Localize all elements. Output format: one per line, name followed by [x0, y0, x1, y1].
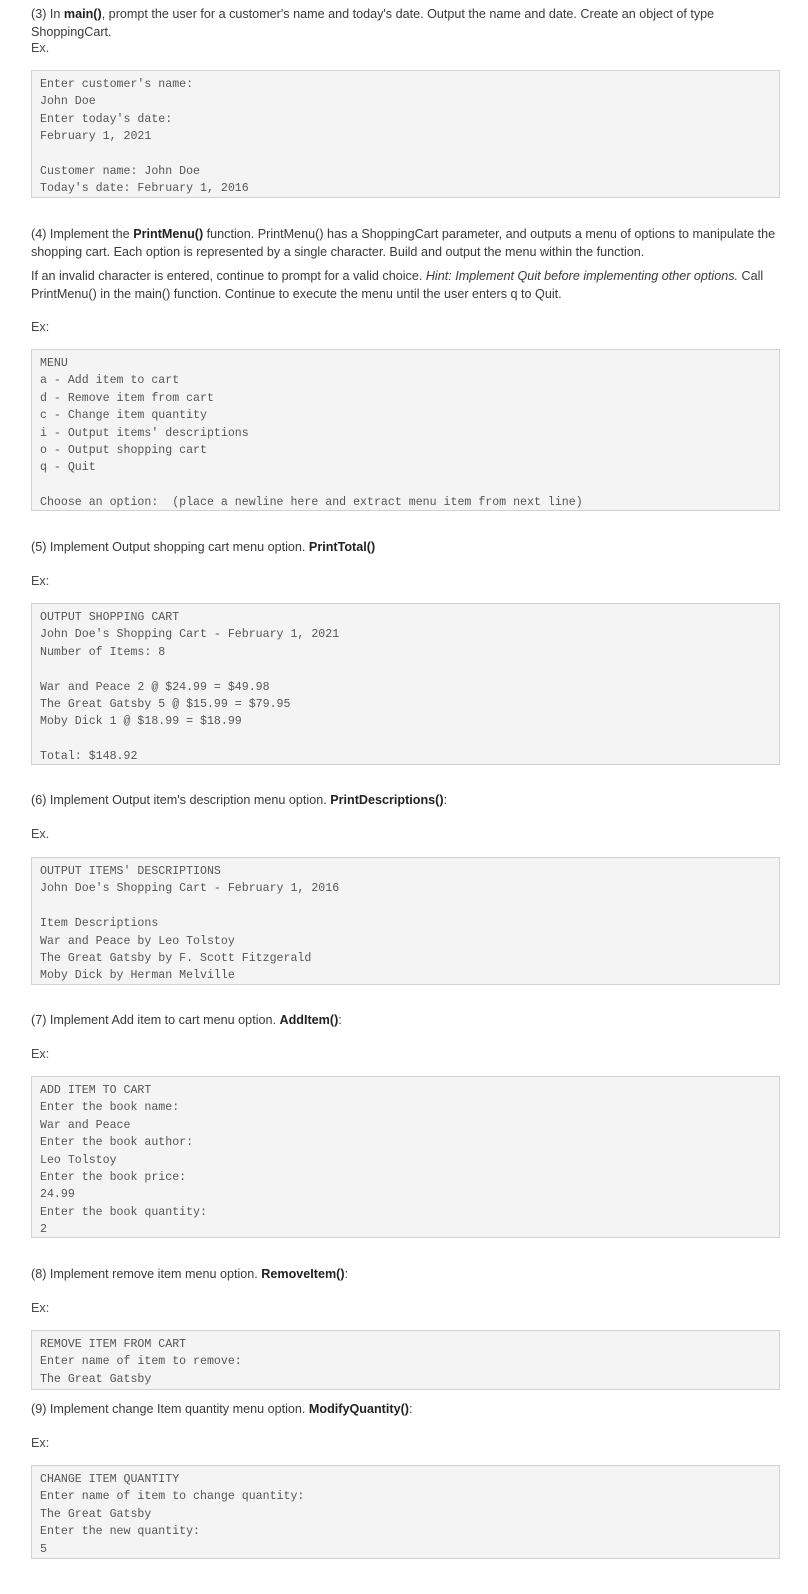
- code-line: REMOVE ITEM FROM CART: [40, 1338, 187, 1351]
- step3-prefix: (3) In: [31, 7, 64, 21]
- step6-suffix: :: [443, 793, 448, 807]
- step9-code-block: [31, 1465, 780, 1559]
- code-line: The Great Gatsby 5 @ $15.99 = $79.95: [40, 697, 291, 711]
- code-line: OUTPUT SHOPPING CART: [40, 611, 180, 624]
- step7-ex-label: Ex:: [31, 1047, 50, 1061]
- code-line: Choose an option: (place a newline here and extract menu item from next line): [40, 496, 583, 510]
- code-line: Enter the book author:: [40, 1136, 194, 1150]
- step6-ex-label: Ex.: [31, 827, 50, 841]
- step4-function-name: PrintMenu(): [133, 227, 204, 241]
- step3-function-name: main(): [63, 7, 102, 21]
- code-line: Enter the book price:: [40, 1170, 187, 1184]
- code-line: Moby Dick by Herman Melville: [40, 969, 235, 983]
- code-line: The Great Gatsby: [40, 1372, 152, 1386]
- code-line: a - Add item to cart: [40, 374, 180, 388]
- code-line: War and Peace 2 @ $24.99 = $49.98: [40, 680, 270, 694]
- code-line: John Doe: [40, 95, 96, 109]
- code-line: War and Peace by Leo Tolstoy: [40, 934, 235, 948]
- step9-suffix: :: [408, 1402, 413, 1416]
- step4-ex-label: Ex:: [31, 320, 50, 334]
- step4-para2-text-end: Call PrintMenu() in the main() function. Continue to execute the menu until the user enters q to Quit.: [31, 269, 764, 301]
- code-line: CHANGE ITEM QUANTITY: [40, 1473, 180, 1486]
- step4-suffix: function. PrintMenu() has a ShoppingCart parameter, and outputs a menu of options to manipulate the shopping cart. Each option is represented by a single character. Build and output the menu within the function.: [31, 227, 776, 259]
- step3-ex-label: Ex.: [31, 41, 50, 55]
- step8-prefix: (8) Implement remove item menu option.: [31, 1267, 262, 1281]
- step8-ex-label: Ex:: [31, 1301, 50, 1315]
- code-line: o - Output shopping cart: [40, 443, 207, 457]
- step4-prefix: (4) Implement the: [31, 227, 134, 241]
- code-line: Enter the new quantity:: [40, 1525, 201, 1539]
- code-line: d - Remove item from cart: [40, 391, 214, 405]
- code-line: Enter name of item to change quantity:: [40, 1490, 305, 1504]
- step8-paragraph: [31, 1266, 348, 1284]
- code-line: Leo Tolstoy: [40, 1153, 117, 1167]
- step9-ex-label: Ex:: [31, 1436, 50, 1450]
- step8-function-name: RemoveItem(): [261, 1267, 345, 1281]
- code-line: Moby Dick 1 @ $18.99 = $18.99: [40, 715, 242, 729]
- code-line: OUTPUT ITEMS' DESCRIPTIONS: [40, 865, 221, 878]
- code-line: War and Peace: [40, 1118, 131, 1132]
- step5-prefix: (5) Implement Output shopping cart menu option.: [31, 540, 309, 554]
- code-line: John Doe's Shopping Cart - February 1, 2021: [40, 628, 340, 642]
- code-line: Enter today's date:: [40, 112, 173, 126]
- step5-function-name: PrintTotal(): [308, 540, 376, 554]
- code-line: Item Descriptions: [40, 917, 159, 931]
- code-line: [40, 731, 771, 748]
- step6-paragraph: [31, 792, 447, 810]
- step3-paragraph: [31, 6, 780, 41]
- code-line: q - Quit: [40, 461, 96, 475]
- step6-function-name: PrintDescriptions(): [330, 793, 444, 807]
- step7-function-name: AddItem(): [279, 1013, 339, 1027]
- step4-paragraph: [31, 226, 780, 261]
- code-line: [40, 477, 771, 494]
- code-line: Enter name of item to remove:: [40, 1355, 242, 1369]
- step6-code-block: [31, 857, 780, 985]
- code-line: Customer name: John Doe: [40, 164, 201, 178]
- step3-suffix: , prompt the user for a customer's name and today's date. Output the name and date. Create an object of type ShoppingCart.: [31, 7, 715, 39]
- step7-code-block: [31, 1076, 780, 1238]
- step5-code-block: [31, 603, 780, 765]
- step9-function-name: ModifyQuantity(): [308, 1402, 409, 1416]
- code-line: John Doe's Shopping Cart - February 1, 2016: [40, 882, 340, 896]
- step4-hint: Hint: Implement Quit before implementing other options.: [425, 269, 739, 283]
- code-line: 5: [40, 1542, 47, 1556]
- step7-suffix: :: [338, 1013, 342, 1027]
- code-line: Enter the book name:: [40, 1101, 180, 1115]
- step4-paragraph-2: [31, 268, 780, 303]
- code-line: 2: [40, 1223, 47, 1237]
- step7-paragraph: [31, 1012, 342, 1030]
- code-line: ADD ITEM TO CART: [40, 1084, 152, 1097]
- code-line: [40, 146, 771, 163]
- step3-code-block: [31, 70, 780, 198]
- code-line: Total: $148.92: [40, 750, 138, 764]
- code-line: Enter the book quantity:: [40, 1205, 207, 1219]
- code-line: i - Output items' descriptions: [40, 426, 249, 440]
- code-line: February 1, 2021: [40, 130, 152, 144]
- code-line: Enter customer's name:: [40, 78, 194, 91]
- step5-ex-label: Ex:: [31, 574, 50, 588]
- step6-prefix: (6) Implement Output item's description menu option.: [31, 793, 331, 807]
- code-line: The Great Gatsby by F. Scott Fitzgerald: [40, 951, 312, 965]
- code-line: c - Change item quantity: [40, 409, 207, 423]
- step4-code-block: [31, 349, 780, 511]
- code-line: Today's date: February 1, 2016: [40, 182, 249, 196]
- step8-code-block: [31, 1330, 780, 1390]
- step5-paragraph: [31, 539, 375, 557]
- code-line: 24.99: [40, 1188, 75, 1202]
- step4-para2-text: If an invalid character is entered, continue to prompt for a valid choice.: [31, 269, 426, 283]
- step9-paragraph: [31, 1401, 412, 1419]
- step9-prefix: (9) Implement change Item quantity menu option.: [31, 1402, 309, 1416]
- code-line: Number of Items: 8: [40, 645, 166, 659]
- code-line: MENU: [40, 357, 68, 370]
- code-line: The Great Gatsby: [40, 1507, 152, 1521]
- step7-prefix: (7) Implement Add item to cart menu option.: [31, 1013, 280, 1027]
- code-line: [40, 661, 771, 678]
- step8-suffix: :: [344, 1267, 349, 1281]
- code-line: [40, 898, 771, 915]
